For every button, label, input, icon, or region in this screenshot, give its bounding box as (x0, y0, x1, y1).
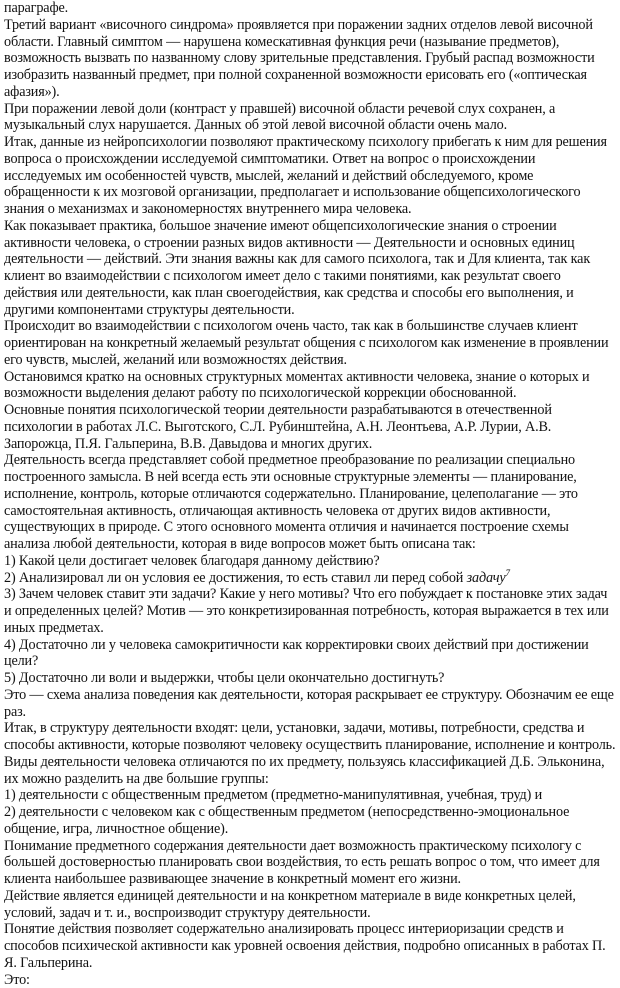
paragraph-5: Как показывает практика, большое значение имеют общепсихологические знания о строении активности человека, о строении разных видов активности — Деятельности и основных единиц деятельности — действий. Эти знания важны как для самого психолога, так и Для клиента, так как клиент во взаимодействии с психологом имеет дело с такими понятиями, как результат своего действия или деятельности, как план своегодействия, как средства и способы его выполнения, и другими компонентами структуры деятельности. (4, 218, 616, 319)
list-item-group-1: 1) деятельности с общественным предметом (предметно-манипулятивная, учебная, труд) и (4, 787, 616, 804)
paragraph-14: Действие является единицей деятельности и на конкретном материале в виде конкретных целей, условий, задач и т. и., воспроизводит структуру деятельности. (4, 888, 616, 922)
footnote-reference[interactable]: 7 (506, 568, 510, 578)
question-2-italic-word: задачу (467, 570, 506, 586)
paragraph-3: При поражении левой доли (контраст у правшей) височной области речевой слух сохранен, а музыкальный слух нарушается. Данных об этой левой височной области очень мало. (4, 101, 616, 135)
paragraph-10: Это — схема анализа поведения как деятельности, которая раскрывает ее структуру. Обозначим ее еще раз. (4, 687, 616, 721)
list-item-group-2: 2) деятельности с человеком как с общественным предметом (непосредственно-эмоциональное общение, игра, личностное общение). (4, 804, 616, 838)
paragraph-16: Это: (4, 972, 616, 988)
paragraph-13: Понимание предметного содержания деятельности дает возможность практическому психологу с большей достоверностью планировать свои воздействия, то есть решать вопрос о том, что имеет для клиента наибольшее развивающее значение в конкретный момент его жизни. (4, 838, 616, 888)
paragraph-9: Деятельность всегда представляет собой предметное преобразование по реализации специально построенного замысла. В ней всегда есть эти основные структурные элементы — планирование, исполнение, контроль, которые отличаются содержательно. Планирование, целеполагание — это самостоятельная активность, отличающая активность человека от других видов активности, существующих в природе. С этого основного момента отличия и начинается построение схемы анализа любой деятельности, которая в виде вопросов может быть описана так: (4, 452, 616, 553)
paragraph-12: Виды деятельности человека отличаются по их предмету, пользуясь классификацией Д.Б. Эльконина, их можно разделить на две большие группы: (4, 754, 616, 788)
paragraph-4: Итак, данные из нейропсихологии позволяют практическому психологу прибегать к ним для решения вопроса о происхождении исследуемой симптоматики. Ответ на вопрос о происхождении исследуемых им особенностей чувств, мыслей, желаний и действий обследуемого, кроме обращенности к их мозговой организации, предполагает и использование общепсихологического знания о механизмах и закономерностях внутреннего мира человека. (4, 134, 616, 218)
paragraph-1: параграфе. (4, 0, 616, 17)
paragraph-8: Основные понятия психологической теории деятельности разрабатываются в отечественной психологии в работах Л.С. Выготского, С.Л. Рубинштейна, А.Н. Леонтьева, А.Р. Лурии, А.В. Запорожца, П.Я. Гальперина, В.В. Давыдова и многих других. (4, 402, 616, 452)
list-item-question-2 (4, 570, 616, 587)
question-2-text: 2) Анализировал ли он условия ее достижения, то есть ставил ли перед собой (4, 570, 467, 586)
paragraph-11: Итак, в структуру деятельности входят: цели, установки, задачи, мотивы, потребности, средства и способы активности, которые позволяют человеку осуществить планирование, исполнение и контроль. (4, 720, 616, 754)
paragraph-7: Остановимся кратко на основных структурных моментах активности человека, знание о которых и возможности выделения делают работу по психологической коррекции обоснованной. (4, 369, 616, 403)
paragraph-15: Понятие действия позволяет содержательно анализировать процесс интериоризации средств и способов психической активности как уровней освоения действия, подробно описанных в работах П. Я. Гальперина. (4, 921, 616, 971)
list-item-question-5: 5) Достаточно ли воли и выдержки, чтобы цели окончательно достигнуть? (4, 670, 616, 687)
paragraph-6: Происходит во взаимодействии с психологом очень часто, так как в большинстве случаев клиент ориентирован на конкретный желаемый результат общения с психологом как изменение в проявлении его чувств, мыслей, желаний или возможностях действия. (4, 318, 616, 368)
list-item-question-4: 4) Достаточно ли у человека самокритичности как корректировки своих действий при достижении цели? (4, 637, 616, 671)
list-item-question-3: 3) Зачем человек ставит эти задачи? Какие у него мотивы? Что его побуждает к постановке этих задач и определенных целей? Мотив — это конкретизированная потребность, которая выражается в тех или иных предметах. (4, 586, 616, 636)
paragraph-2: Третий вариант «височного синдрома» проявляется при поражении задних отделов левой височной области. Главный симптом — нарушена комескативная функция речи (называние предметов), возможность вызвать по названному слову зрительные представления. Грубый распад возможности изобразить названный предмет, при полной сохраненной возможности ерисовать его («оптическая афазия»). (4, 17, 616, 101)
list-item-question-1: 1) Какой цели достигает человек благодаря данному действию? (4, 553, 616, 570)
